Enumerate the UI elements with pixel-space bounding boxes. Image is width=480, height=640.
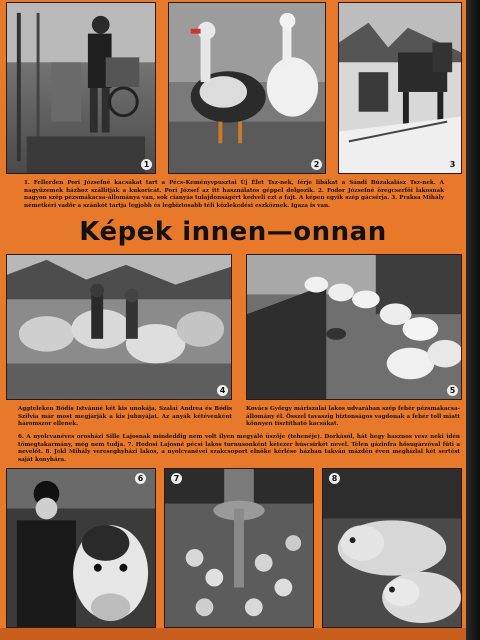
photo-6-man-with-cow <box>6 468 156 628</box>
photo-1-farmer-with-machine <box>6 2 156 174</box>
photo-number-1: 1 <box>141 159 152 170</box>
photo-3-horse-sleigh <box>338 2 462 174</box>
caption-middle-left: Aggteleken Bódis Istvánné két kis unokája, Szalai Andrea és Bódis Szilvia már most megjárják a kis juhnyájat. Az anyák kétévenként háromszor ellenek. <box>18 406 232 428</box>
photo-number-7: 7 <box>171 473 182 484</box>
binding-spine <box>466 0 480 640</box>
photo-4-sheep-flock <box>6 254 232 400</box>
page-headline: Képek innen—onnan <box>79 217 387 247</box>
photo-number-3: 3 <box>447 159 458 170</box>
photo-number-5: 5 <box>447 385 458 396</box>
photo-number-2: 2 <box>311 159 322 170</box>
caption-middle-right: Kovács György máriszalai lakos udvarában szép fehér pézsmakacsa-állomány él. Összel tavaszig biztonságos vagdonak a fehér toll miatt könnyen tisztítható kacsákat. <box>246 406 460 428</box>
photo-number-4: 4 <box>217 385 228 396</box>
photo-number-8: 8 <box>329 473 340 484</box>
photo-2-muscovy-ducks <box>168 2 326 174</box>
photo-number-6: 6 <box>135 473 146 484</box>
caption-top: 1. Fellerden Pori Józsefné kacsákat tart a Pécs-Keményvpusztai Új Élet Tsz-nek, férje libákat a Sándi Búzakalász Tsz-nek. A nagyüzemek házhoz szállítják a kukoricát. Pori József az itt használatos géppel dolgozik. 2. Fodor Józsefné öregcserfői lakosnak nagyon szép pézsmakacsa-állománya van, sok cianyás tulajdonságért kedveli ezt a fajt. A képen egyik szép gácsérja. 3. Praksa Mihály németkéri vadőr a szánkót tartja legjobb és legbiztosabb téli közlekedési eszköznek. Igaza is van. <box>24 180 444 209</box>
page-bottom-edge <box>0 628 466 640</box>
photo-5-white-ducks-yard <box>246 254 462 400</box>
caption-lower: 6. A nyolcvanéves orosházi Sille Lajosnak mindeddig nem volt ilyen megyáló üszője (tehenéje). Dorkásól, hát hegy hasznos vesz neki idén tömegtakarmány, még nem tudja. 7. Hodosi Lajosné pécsi lakos turnusonként kétezer húscsirkét nevel. Télen gázinfra hősugárzóval fűti a nevelőt. 8. Jekl Mihály vereseghyházi lakos, a nyolcvanévei szakcsoport elnöke kérlése házban takván mázdén éven meghízlal két sertést saját konyhára. <box>18 434 460 463</box>
photo-7-chicks-heater <box>164 468 314 628</box>
photo-8-pigs <box>322 468 462 628</box>
